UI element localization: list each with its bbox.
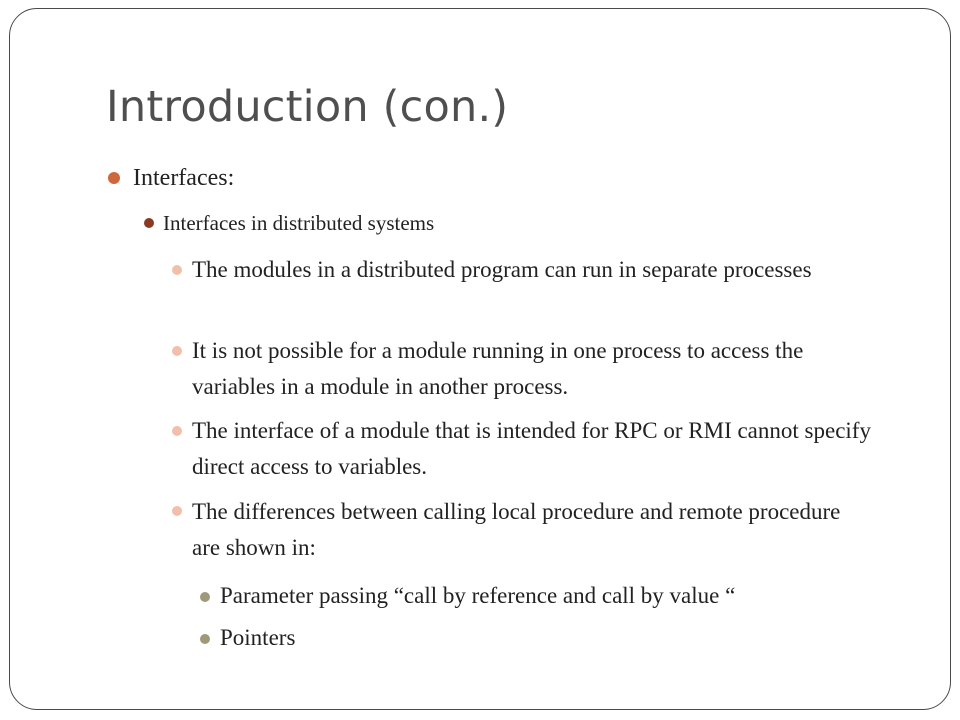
- bullet-dot-level2: [144, 218, 154, 228]
- bullet-modules-separate: The modules in a distributed program can run in separate processes: [192, 257, 812, 282]
- bullet-differences: The differences between calling local procedure and remote procedure are shown in:: [192, 499, 841, 560]
- bullet-parameter-passing: Parameter passing “call by reference and call by value “: [220, 583, 736, 608]
- bullet-interfaces-distributed: Interfaces in distributed systems: [163, 211, 435, 235]
- bullet-pointers: Pointers: [220, 625, 296, 650]
- bullet-dot-level3: [172, 426, 182, 436]
- bullet-interface-rpc: The interface of a module that is intended for RPC or RMI cannot specify direct access to variables.: [192, 418, 871, 479]
- slide-title: Introduction (con.): [106, 82, 509, 132]
- bullet-not-possible: It is not possible for a module running in one process to access the variables in a module in another process.: [192, 338, 804, 399]
- bullet-interfaces: Interfaces:: [133, 165, 235, 191]
- bullet-dot-level3: [172, 506, 182, 516]
- bullet-dot-level4: [200, 592, 210, 602]
- bullet-dot-level3: [172, 265, 182, 275]
- bullet-dot-level3: [172, 346, 182, 356]
- bullet-dot-level1: [108, 172, 120, 184]
- bullet-dot-level4: [200, 634, 210, 644]
